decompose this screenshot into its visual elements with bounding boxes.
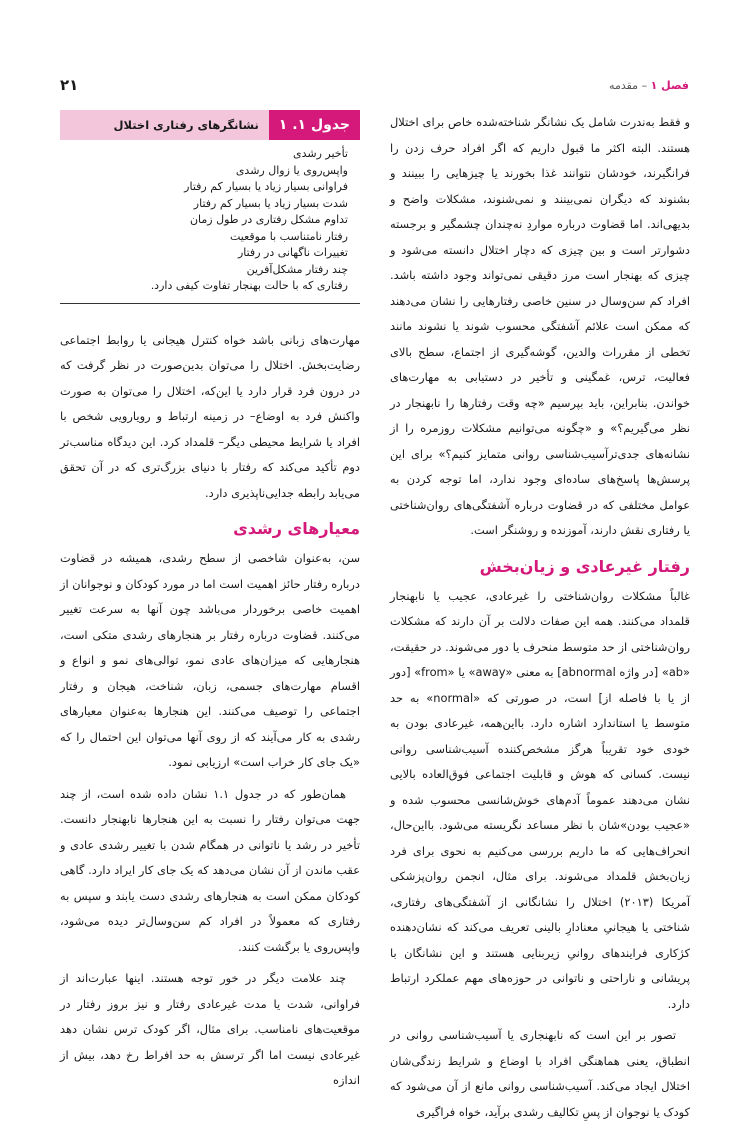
page-header: [60, 74, 689, 96]
table-item: تغییرات ناگهانی در رفتار: [237, 246, 348, 259]
chapter-label: فصل ۱: [650, 78, 689, 92]
table-item: چند رفتار مشکل‌آفرین: [246, 262, 348, 276]
table-item: فراوانی بسیار زیاد یا بسیار کم رفتار: [184, 180, 348, 193]
table-item-list: [60, 140, 360, 303]
running-head: [609, 79, 689, 92]
table-item: رفتار نامتناسب با موقعیت: [229, 229, 348, 243]
body-paragraph: سن، به‌عنوان شاخصی از سطح رشدی، همیشه در قضاوت درباره رفتار حائز اهمیت است اما در مورد کودکان و نوجوانان از اهمیت خاصی برخوردار می‌باشد چون آنها به سرعت تغییر می‌کنند. قضاوت درباره رفتار بر هنجارهای رشدی متکی است، هنجارهایی که میزان‌های عادی نمو، توالی‌های نمو و انواع و اقسام مهارت‌های جسمی، زبان، شناخت، هیجان و رفتار اجتماعی را توصیف می‌کنند. این هنجارها به‌عنوان معیارهای رشدی به کار می‌آیند که از روی آنها می‌توان این احتمال را که «یک جای کار خراب است» ارزیابی نمود.: [60, 551, 360, 769]
section-heading: رفتار غیرعادی و زیان‌بخش: [479, 556, 690, 576]
table-item: واپس‌روی یا زوال رشدی: [235, 163, 348, 177]
table-item: رفتاری که با حالت بهنجار تفاوت کیفی دارد.: [150, 279, 348, 292]
section-heading: معیارهای رشدی: [233, 519, 360, 538]
body-paragraph: چند علامت دیگر در خور توجه هستند. اینها عبارت‌اند از فراوانی، شدت یا مدت غیرعادی رفتار و نیز بروز رفتار در موقعیت‌های نامناسب. برای مثال، اگر کودک ترس نشان دهد غیرعادی نیست اما اگر ترسش به حد افراط رخ دهد، بیش از اندازه: [60, 971, 360, 1087]
table-item: تداوم مشکل رفتاری در طول زمان: [189, 213, 348, 226]
section-label: – مقدمه: [609, 78, 648, 92]
body-paragraph: غالباً مشکلات روان‌شناختی را غیرعادی، عجیب یا نابهنجار قلمداد می‌کنند. همه این صفات دلالت بر آن دارند که مشکلات روان‌شناختی از حد متوسط منحرف یا دور می‌شوند. در حقیقت، «ab» [در واژه abnormal] به معنی «away» یا «from» [دور از یا با فاصله از] است، در صورتی که «normal» به حد متوسط یا استاندارد اشاره دارد. بااین‌همه، غیرعادی بودن به خودی خود تقریباً هرگز مشخص‌کننده آسیب‌شناسی روانی نیست. کسانی که هوش و قابلیت اجتماعی فوق‌العاده بالایی نشان می‌دهند عموماً آدم‌های خوش‌شانسی محسوب شده و «عجیب بودن»شان با نظر مساعد نگریسته می‌شود. بااین‌حال، انحراف‌هایی که ما داریم بررسی می‌کنیم به نحوی برای فرد زیان‌بخش قلمداد می‌شوند. برای مثال، انجمن روان‌پزشکی آمریکا (۲۰۱۳) اختلال را نشانگانی از آشفتگی‌های رفتاری، شناختی یا هیجانیِ معنادارِ بالینی تعریف می‌کند که نشان‌دهنده کژکاری فرایندهای روانیِ زیربنایی هستند و این نشانگان با پریشانی و ناراحتی و ناتوانی در حوزه‌های مهم عملکرد ارتباط دارد.: [390, 588, 691, 1011]
body-paragraph: و فقط به‌ندرت شامل یک نشانگر شناخته‌شده خاص برای اختلال هستند. البته اکثر ما قبول داریم که اگر افراد حرف زدن را فرانگیرند، خودشان نتوانند غذا بخورند یا چیزهایی را ببینند و بشنوند که دیگران نمی‌بینند و نمی‌شنوند، مشکلات واضح و بدیهی‌اند. اما قضاوت درباره مواردِ نه‌چندان چشمگیر و برجسته دشوارتر است و بین چیزی که دچار اختلال دانسته می‌شود و چیزی که بهنجار است مرز دقیقی نمی‌تواند وجود داشته باشد. افراد کم سن‌وسال در سنین خاصی رفتارهایی را نشان می‌دهند که ممکن است علائم آشفتگی محسوب شوند یا نشوند مانند تخطی از مقررات والدین، گوشه‌گیری از اجتماع، سطح بالای فعالیت، ترس، غمگینی و تأخیر در دستیابی به مهارت‌های خواندن. بنابراین، باید بپرسیم «چه وقت رفتارها را نابهنجار در نظر می‌گیریم؟» و «چگونه می‌توانیم مشکلات روزمره را از نشانه‌های جدی‌ترآسیب‌شناسی روانی متمایز کنیم؟» برای این پرسش‌ها پاسخ‌های ساده‌ای وجود ندارد، اما توجه کردن به عوامل مختلفی که در قضاوت درباره آشفتگی‌های روان‌شناختی یا رفتاری نقش دارند، آموزنده و روشنگر است.: [390, 115, 690, 537]
table-item: تأخیر رشدی: [292, 147, 348, 160]
body-paragraph: مهارت‌های زبانی باشد خواه کنترل هیجانی یا روابط اجتماعی رضایت‌بخش. اختلال را می‌توان بدین‌صورت در نظر گرفت که در درون فرد قرار دارد یا این‌که، اختلال را می‌توان به صورت واکنش فرد به اوضاع– در زمینه ارتباط و رویارویی شخص با افراد یا شرایط محیطی دیگر– قلمداد کرد. این دیدگاه مناسب‌تر دوم تأکید می‌کند که رفتار با دنیای بزرگ‌تری که در آن تحقق می‌یابد رابطه جدایی‌ناپذیری دارد.: [60, 332, 360, 500]
table-box: [60, 110, 360, 304]
left-column: [60, 110, 360, 1100]
table-label: جدول ۱. ۱: [269, 110, 360, 140]
table-header: [60, 110, 360, 140]
body-paragraph: تصور بر این است که نابهنجاری یا آسیب‌شناسی روانی در انطباق، یعنی هماهنگی افراد با اوضاع و شرایط زندگی‌شان اختلال ایجاد می‌کند. آسیب‌شناسی روانی مانع از آن می‌شود که کودک یا نوجوان از پسِ تکالیف رشدی برآید، خواه فراگیری: [390, 1028, 690, 1119]
table-divider: [60, 303, 360, 304]
body-paragraph: همان‌طور که در جدول ۱.۱ نشان داده شده است، از چند جهت می‌توان رفتار را نسبت به این هنجارها نابهنجار دانست. تأخیر در رشد یا ناتوانی در همگام شدن با تغییر رشدی عادی و عقب ماندن از آن نشان می‌دهد که یک جای کار ایراد دارد. گاهی کودکان ممکن است به هنجارهای رشدی دست یابند و سپس به رفتاری که معمولاً در افراد کم سن‌وسال‌تر دیده می‌شود، واپس‌روی یا برگشت کنند.: [60, 786, 360, 954]
right-column: [390, 110, 690, 1131]
page-body: [60, 110, 691, 1119]
table-title: نشانگرهای رفتاری اختلال: [113, 118, 259, 132]
table-item: شدت بسیار زیاد یا بسیار کم رفتار: [193, 196, 348, 210]
page-number: ۲۱: [60, 76, 79, 94]
